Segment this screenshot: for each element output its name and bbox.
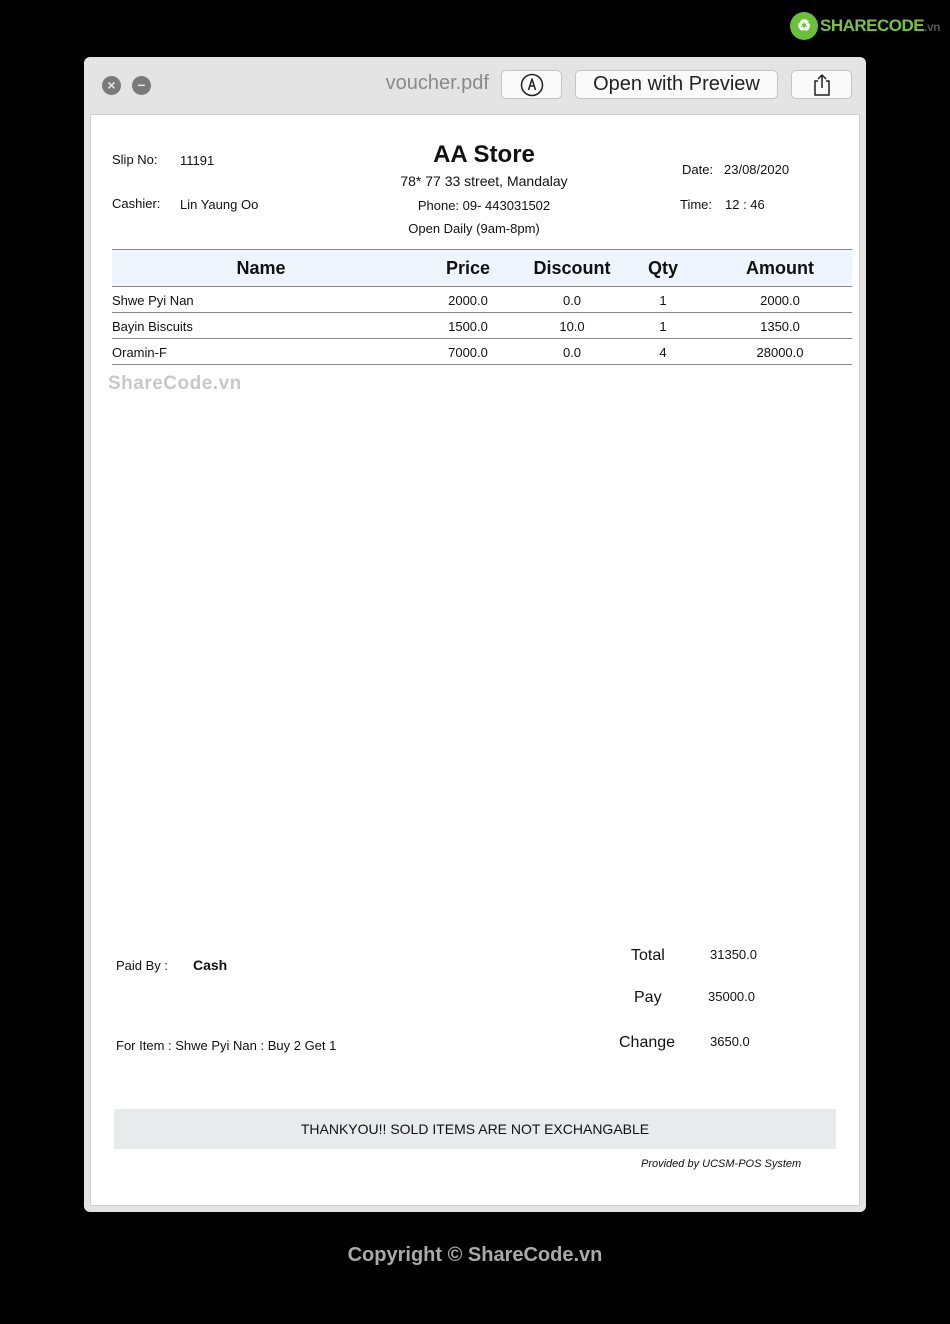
item-amount: 28000.0	[756, 345, 804, 360]
close-icon[interactable]: ×	[102, 76, 121, 95]
item-qty: 1	[659, 319, 667, 334]
open-with-preview-button[interactable]: Open with Preview	[575, 70, 778, 99]
share-icon	[811, 73, 833, 97]
store-hours: Open Daily (9am-8pm)	[408, 221, 540, 236]
thanks-banner: THANKYOU!! SOLD ITEMS ARE NOT EXCHANGABLE	[114, 1109, 836, 1149]
markup-button[interactable]	[501, 70, 562, 99]
cashier-value: Lin Yaung Oo	[180, 197, 259, 212]
table-row	[112, 313, 852, 339]
recycle-logo-icon: ♻	[790, 12, 818, 40]
logo-text: SHARECODE.vn	[820, 16, 940, 35]
slip-no-label: Slip No:	[112, 152, 158, 167]
item-price: 2000.0	[448, 293, 488, 308]
slip-no-value: 11191	[180, 153, 215, 168]
store-address: 78* 77 33 street, Mandalay	[400, 173, 568, 189]
item-amount: 1350.0	[760, 319, 800, 334]
item-amount: 2000.0	[760, 293, 800, 308]
quicklook-window	[84, 57, 866, 1212]
column-amount: Amount	[746, 258, 814, 278]
item-discount: 0.0	[562, 293, 582, 308]
paid-by-label: Paid By :	[116, 958, 169, 973]
share-button[interactable]	[791, 70, 852, 99]
item-discount: 10.0	[559, 319, 585, 334]
pay-label: Pay	[634, 989, 662, 1006]
column-qty: Qty	[647, 258, 678, 278]
provided-by: Provided by UCSM-POS System	[641, 1158, 802, 1170]
date-label: Date:	[682, 162, 714, 177]
time-value: 12 : 46	[725, 197, 765, 212]
window-title: voucher.pdf	[385, 72, 489, 94]
column-price: Price	[445, 258, 491, 278]
total-value: 31350.0	[710, 947, 757, 962]
table-row	[112, 287, 852, 313]
time-label: Time:	[680, 197, 713, 212]
table-row	[112, 339, 852, 365]
item-qty: 4	[659, 345, 667, 360]
sharecode-logo	[790, 10, 940, 42]
markup-pen-icon	[520, 73, 544, 97]
copyright: Copyright © ShareCode.vn	[347, 1244, 603, 1266]
cashier-label: Cashier:	[112, 196, 161, 211]
item-price: 7000.0	[448, 345, 488, 360]
paid-by-value: Cash	[193, 957, 228, 973]
date-value: 23/08/2020	[724, 162, 790, 177]
item-name: Shwe Pyi Nan	[112, 293, 194, 308]
item-price: 1500.0	[448, 319, 488, 334]
voucher-page	[90, 114, 860, 1206]
column-name: Name	[236, 258, 286, 278]
store-phone: Phone: 09- 443031502	[417, 198, 551, 213]
item-name: Bayin Biscuits	[112, 319, 193, 334]
store-name: AA Store	[433, 141, 535, 168]
item-discount: 0.0	[562, 345, 582, 360]
change-value: 3650.0	[710, 1034, 750, 1049]
change-label: Change	[619, 1034, 676, 1051]
item-name: Oramin-F	[112, 345, 167, 360]
items-table-header	[112, 249, 852, 287]
column-discount: Discount	[533, 258, 611, 278]
watermark: ShareCode.vn	[108, 373, 242, 394]
promo-text: For Item : Shwe Pyi Nan : Buy 2 Get 1	[116, 1038, 337, 1053]
item-qty: 1	[659, 293, 667, 308]
no-entry-icon[interactable]: −	[132, 76, 151, 95]
pay-value: 35000.0	[708, 989, 755, 1004]
titlebar	[84, 57, 866, 113]
total-label: Total	[631, 947, 665, 964]
